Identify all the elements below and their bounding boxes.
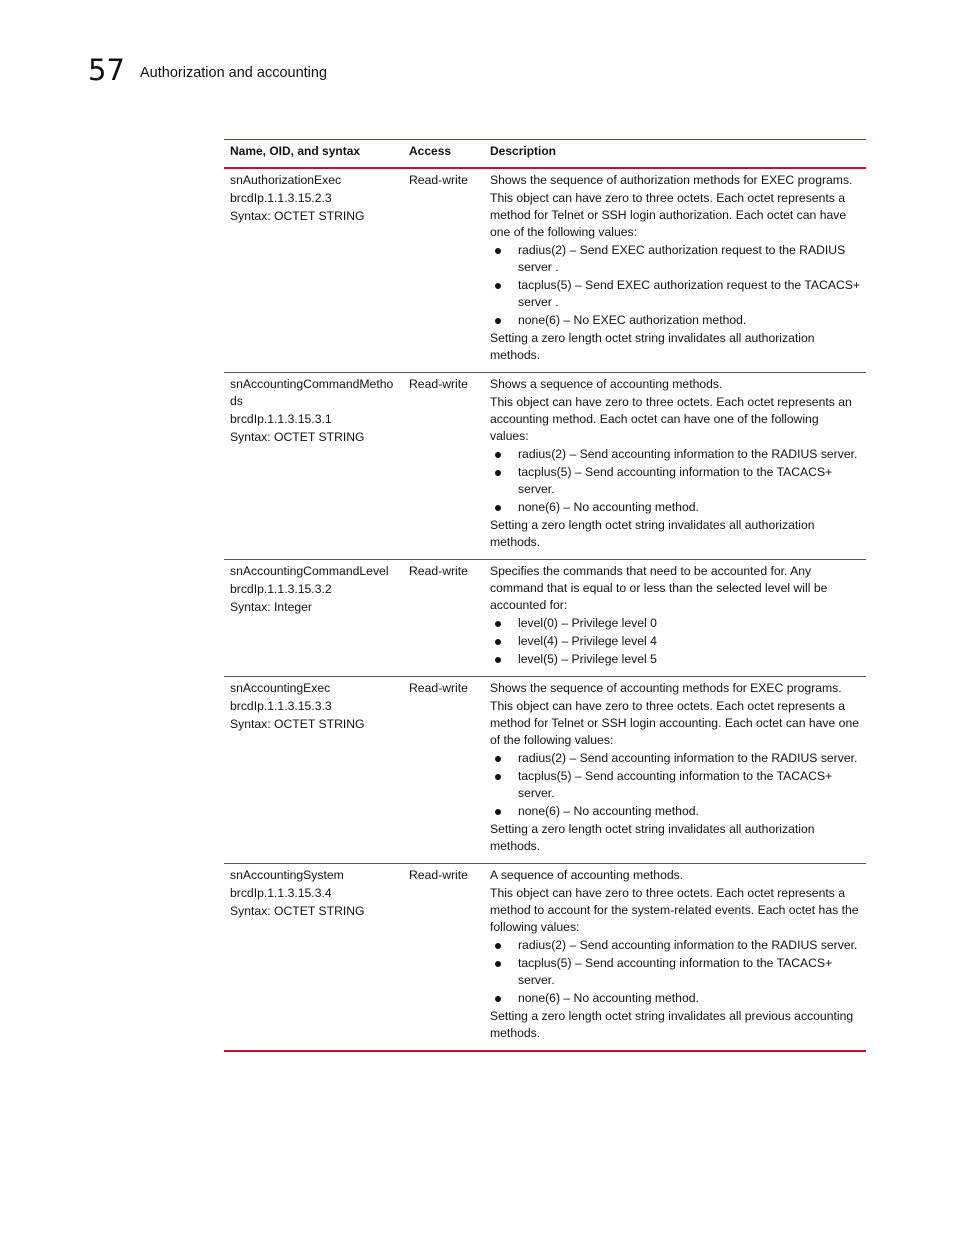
name-cell xyxy=(224,677,403,864)
list-item-text: none(6) – No accounting method. xyxy=(518,991,699,1005)
description-text: This object can have zero to three octets. Each octet represents an accounting method. Each octet can have one of the following values: xyxy=(490,395,852,443)
bullet-icon xyxy=(495,621,501,627)
list-item xyxy=(490,937,860,954)
object-syntax: Syntax: OCTET STRING xyxy=(230,209,365,223)
table-row xyxy=(224,373,866,560)
list-item xyxy=(490,615,860,632)
list-item-text: tacplus(5) – Send accounting information to the TACACS+ server. xyxy=(518,769,833,800)
object-name: snAuthorizationExec xyxy=(230,173,342,187)
table-row xyxy=(224,864,866,1052)
object-oid: brcdIp.1.1.3.15.3.2 xyxy=(230,582,332,596)
description-cell xyxy=(484,373,866,560)
bullet-icon xyxy=(495,961,501,967)
list-item-text: radius(2) – Send EXEC authorization request to the RADIUS server . xyxy=(518,243,846,274)
object-syntax: Syntax: OCTET STRING xyxy=(230,430,365,444)
bullet-icon xyxy=(495,505,501,511)
bullet-icon xyxy=(495,470,501,476)
access-cell: Read-write xyxy=(409,564,468,578)
value-list xyxy=(490,242,860,329)
object-name: snAccountingCommandMethods xyxy=(230,377,394,408)
list-item-text: none(6) – No accounting method. xyxy=(518,500,699,514)
list-item-text: level(4) – Privilege level 4 xyxy=(518,634,657,648)
list-item-text: tacplus(5) – Send accounting information to the TACACS+ server. xyxy=(518,956,833,987)
name-cell xyxy=(224,168,403,373)
list-item-text: radius(2) – Send accounting information to the RADIUS server. xyxy=(518,751,858,765)
chapter-number: 57 xyxy=(88,53,125,87)
list-item xyxy=(490,464,860,498)
bullet-icon xyxy=(495,756,501,762)
description-note: Setting a zero length octet string invalidates all authorization methods. xyxy=(490,518,815,549)
list-item xyxy=(490,312,860,329)
table-row xyxy=(224,677,866,864)
bullet-icon xyxy=(495,657,501,663)
description-text: This object can have zero to three octets. Each octet represents a method to account for the system-related events. Each octet has the following values: xyxy=(490,886,859,934)
description-cell xyxy=(484,677,866,864)
bullet-icon xyxy=(495,774,501,780)
list-item xyxy=(490,633,860,650)
object-oid: brcdIp.1.1.3.15.3.4 xyxy=(230,886,332,900)
object-oid: brcdIp.1.1.3.15.3.1 xyxy=(230,412,332,426)
list-item-text: none(6) – No EXEC authorization method. xyxy=(518,313,747,327)
bullet-icon xyxy=(495,248,501,254)
list-item-text: tacplus(5) – Send accounting information to the TACACS+ server. xyxy=(518,465,833,496)
object-syntax: Syntax: Integer xyxy=(230,600,312,614)
column-header-name: Name, OID, and syntax xyxy=(230,144,361,158)
bullet-icon xyxy=(495,318,501,324)
list-item xyxy=(490,651,860,668)
value-list xyxy=(490,937,860,1007)
description-cell xyxy=(484,560,866,677)
list-item-text: level(0) – Privilege level 0 xyxy=(518,616,657,630)
description-text: Shows a sequence of accounting methods. xyxy=(490,377,723,391)
list-item-text: radius(2) – Send accounting information to the RADIUS server. xyxy=(518,447,858,461)
table-row xyxy=(224,168,866,373)
description-text: Specifies the commands that need to be accounted for. Any command that is equal to or less than the selected level will be accounted for: xyxy=(490,564,828,612)
column-header-description: Description xyxy=(490,144,557,158)
bullet-icon xyxy=(495,809,501,815)
list-item xyxy=(490,955,860,989)
chapter-title: Authorization and accounting xyxy=(140,65,328,81)
description-cell xyxy=(484,864,866,1052)
description-text: This object can have zero to three octets. Each octet represents a method for Telnet or SSH login accounting. Each octet can have one of the following values: xyxy=(490,699,860,747)
description-note: Setting a zero length octet string invalidates all previous accounting methods. xyxy=(490,1009,854,1040)
list-item xyxy=(490,277,860,311)
bullet-icon xyxy=(495,639,501,645)
list-item xyxy=(490,803,860,820)
object-syntax: Syntax: OCTET STRING xyxy=(230,717,365,731)
list-item-text: radius(2) – Send accounting information to the RADIUS server. xyxy=(518,938,858,952)
object-name: snAccountingCommandLevel xyxy=(230,564,389,578)
description-text: Shows the sequence of authorization methods for EXEC programs. xyxy=(490,173,853,187)
description-text: Shows the sequence of accounting methods for EXEC programs. xyxy=(490,681,842,695)
access-cell: Read-write xyxy=(409,377,468,391)
bullet-icon xyxy=(495,996,501,1002)
description-text: A sequence of accounting methods. xyxy=(490,868,684,882)
list-item-text: level(5) – Privilege level 5 xyxy=(518,652,657,666)
access-cell: Read-write xyxy=(409,173,468,187)
list-item xyxy=(490,750,860,767)
list-item xyxy=(490,499,860,516)
value-list xyxy=(490,446,860,516)
object-syntax: Syntax: OCTET STRING xyxy=(230,904,365,918)
value-list xyxy=(490,615,860,668)
bullet-icon xyxy=(495,283,501,289)
access-cell: Read-write xyxy=(409,868,468,882)
value-list xyxy=(490,750,860,820)
list-item-text: tacplus(5) – Send EXEC authorization request to the TACACS+ server . xyxy=(518,278,860,309)
table-header-row xyxy=(224,140,866,169)
table-row xyxy=(224,560,866,677)
column-header-access: Access xyxy=(409,144,452,158)
list-item xyxy=(490,446,860,463)
list-item xyxy=(490,990,860,1007)
object-oid: brcdIp.1.1.3.15.2.3 xyxy=(230,191,332,205)
name-cell xyxy=(224,560,403,677)
description-text: This object can have zero to three octets. Each octet represents a method for Telnet or SSH login authorization. Each octet can have one of the following values: xyxy=(490,191,847,239)
object-oid: brcdIp.1.1.3.15.3.3 xyxy=(230,699,332,713)
list-item xyxy=(490,242,860,276)
object-name: snAccountingSystem xyxy=(230,868,344,882)
bullet-icon xyxy=(495,452,501,458)
bullet-icon xyxy=(495,943,501,949)
mib-object-table xyxy=(224,139,866,1052)
description-note: Setting a zero length octet string invalidates all authorization methods. xyxy=(490,331,815,362)
list-item-text: none(6) – No accounting method. xyxy=(518,804,699,818)
object-name: snAccountingExec xyxy=(230,681,331,695)
list-item xyxy=(490,768,860,802)
description-cell xyxy=(484,168,866,373)
name-cell xyxy=(224,373,403,560)
access-cell: Read-write xyxy=(409,681,468,695)
name-cell xyxy=(224,864,403,1052)
description-note: Setting a zero length octet string invalidates all authorization methods. xyxy=(490,822,815,853)
